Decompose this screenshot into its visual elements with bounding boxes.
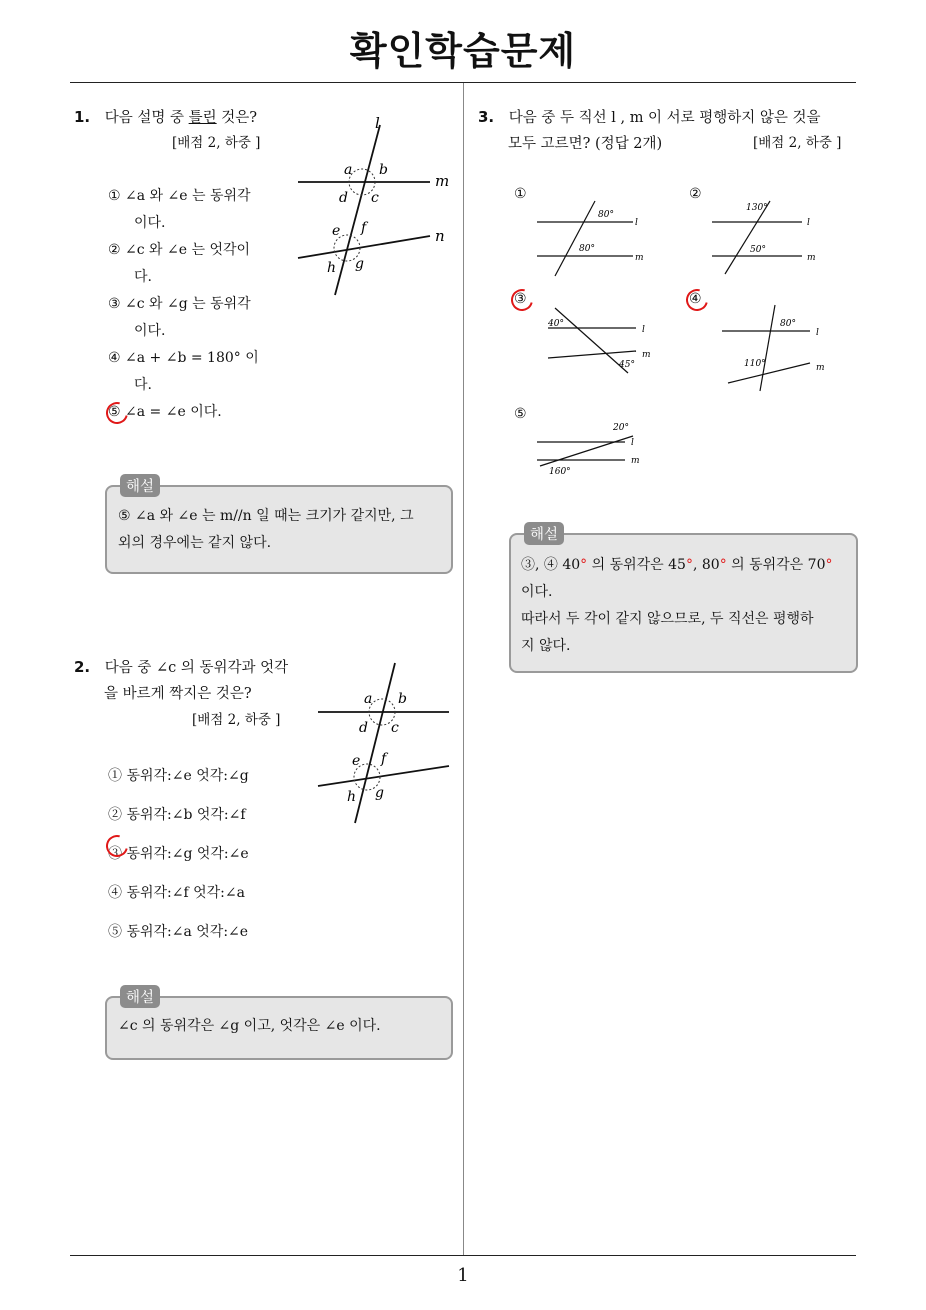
q3-figure-4	[720, 303, 835, 393]
q3-figure-5	[535, 418, 650, 478]
svg-text:l: l	[807, 218, 810, 228]
svg-text:e: e	[332, 223, 341, 239]
svg-text:m: m	[435, 172, 450, 190]
svg-text:40°: 40°	[548, 319, 564, 329]
svg-text:80°: 80°	[598, 210, 614, 220]
answer-mark-circle	[507, 285, 537, 315]
svg-text:e: e	[352, 753, 361, 769]
svg-text:m: m	[642, 350, 651, 360]
svg-text:g: g	[355, 256, 364, 272]
choice-1[interactable]: ① 동위각:∠e 엇각:∠g	[108, 768, 249, 784]
question-score: [배점 2, 하중 ]	[172, 135, 261, 151]
svg-text:45°: 45°	[619, 360, 635, 370]
svg-text:b: b	[398, 691, 407, 707]
q2-figure	[315, 660, 455, 830]
svg-text:m: m	[635, 253, 644, 263]
q2-choices	[108, 757, 249, 952]
svg-text:a: a	[344, 162, 353, 178]
choice-3[interactable]: ③	[514, 291, 527, 307]
q3-figure-3	[543, 305, 658, 380]
q1-figure	[295, 110, 455, 300]
svg-text:50°: 50°	[750, 245, 766, 255]
svg-text:a: a	[364, 691, 373, 707]
choice-1-cont: 이다.	[134, 215, 166, 231]
q1-solution-text: ⑤ ∠a 와 ∠e 는 m//n 일 때는 크기가 같지만, 그 외의 경우에는 같지 않다.	[118, 508, 414, 551]
question-text-2: 모두 고르면? (정답 2개)	[508, 136, 663, 152]
choice-5[interactable]: ⑤ 동위각:∠a 엇각:∠e	[108, 924, 249, 940]
choice-5[interactable]: ⑤	[514, 406, 527, 422]
column-divider	[463, 83, 464, 1255]
svg-text:l: l	[635, 218, 638, 228]
svg-text:n: n	[435, 227, 445, 245]
choice-1[interactable]: ①	[514, 186, 527, 202]
choice-1[interactable]: ① ∠a 와 ∠e 는 동위각	[108, 188, 251, 204]
choice-2[interactable]: ② 동위각:∠b 엇각:∠f	[108, 807, 246, 823]
question-number: 2.	[74, 658, 91, 676]
choice-2-cont: 다.	[134, 269, 152, 285]
choice-4[interactable]: ④	[689, 291, 702, 307]
svg-text:20°: 20°	[613, 423, 629, 433]
choice-3-cont: 이다.	[134, 323, 166, 339]
page-title: 확인학습문제	[349, 29, 577, 73]
question-text-2: 을 바르게 짝지은 것은?	[104, 686, 252, 702]
solution-tag: 해설	[524, 522, 564, 545]
question-3	[478, 104, 821, 132]
svg-text:80°: 80°	[579, 244, 595, 254]
solution-tag: 해설	[120, 985, 160, 1008]
svg-text:g: g	[375, 785, 384, 801]
svg-text:l: l	[816, 328, 819, 338]
svg-text:l: l	[642, 325, 645, 335]
svg-text:d: d	[339, 190, 348, 206]
svg-text:m: m	[631, 456, 640, 466]
q1-choices	[108, 183, 259, 426]
svg-text:l: l	[375, 114, 380, 132]
svg-text:130°: 130°	[746, 203, 768, 213]
svg-text:m: m	[807, 253, 816, 263]
choice-4[interactable]: ④ ∠a + ∠b = 180° 이	[108, 350, 259, 366]
svg-text:m: m	[816, 363, 825, 373]
question-score: [배점 2, 하중 ]	[192, 712, 281, 728]
question-2	[74, 654, 288, 682]
choice-4[interactable]: ④ 동위각:∠f 엇각:∠a	[108, 885, 245, 901]
svg-text:f: f	[361, 220, 367, 236]
question-score: [배점 2, 하중 ]	[753, 135, 842, 151]
svg-text:c: c	[391, 720, 399, 736]
q3-figure-2	[710, 198, 820, 278]
bottom-rule	[70, 1255, 856, 1256]
answer-mark-circle	[682, 285, 712, 315]
svg-text:c: c	[371, 190, 379, 206]
question-text: 다음 중 ∠c 의 동위각과 엇각	[104, 660, 289, 676]
q2-solution-text: ∠c 의 동위각은 ∠g 이고, 엇각은 ∠e 이다.	[118, 1018, 381, 1034]
choice-5[interactable]: ⑤ ∠a = ∠e 이다.	[108, 404, 222, 420]
choice-2[interactable]: ② ∠c 와 ∠e 는 엇각이	[108, 242, 251, 258]
line-n	[298, 236, 430, 258]
svg-text:80°: 80°	[780, 319, 796, 329]
svg-text:160°: 160°	[549, 467, 571, 477]
q3-figure-1	[535, 198, 645, 278]
q3-solution-text: ③, ④ 40° 의 동위각은 45°, 80° 의 동위각은 70° 이다. 따라서 두 각이 같지 않으므로, 두 직선은 평행하 지 않다.	[521, 557, 833, 654]
choice-3[interactable]: ③ 동위각:∠g 엇각:∠e	[108, 846, 249, 862]
svg-text:h: h	[327, 260, 337, 276]
svg-text:b: b	[379, 162, 388, 178]
svg-text:f: f	[381, 751, 387, 767]
question-number: 1.	[74, 108, 91, 126]
question-number: 3.	[478, 108, 495, 126]
choice-2[interactable]: ②	[689, 186, 702, 202]
svg-text:l: l	[631, 438, 634, 448]
svg-text:d: d	[359, 720, 368, 736]
svg-text:110°: 110°	[744, 359, 766, 369]
page-number: 1	[457, 1265, 469, 1286]
question-text: 다음 중 두 직선 l , m 이 서로 평행하지 않은 것을	[508, 110, 821, 126]
svg-text:h: h	[347, 789, 357, 805]
choice-3[interactable]: ③ ∠c 와 ∠g 는 동위각	[108, 296, 251, 312]
question-1	[74, 104, 257, 132]
solution-tag: 해설	[120, 474, 160, 497]
choice-4-cont: 다.	[134, 377, 152, 393]
question-text: 다음 설명 중 틀린 것은?	[104, 110, 258, 126]
